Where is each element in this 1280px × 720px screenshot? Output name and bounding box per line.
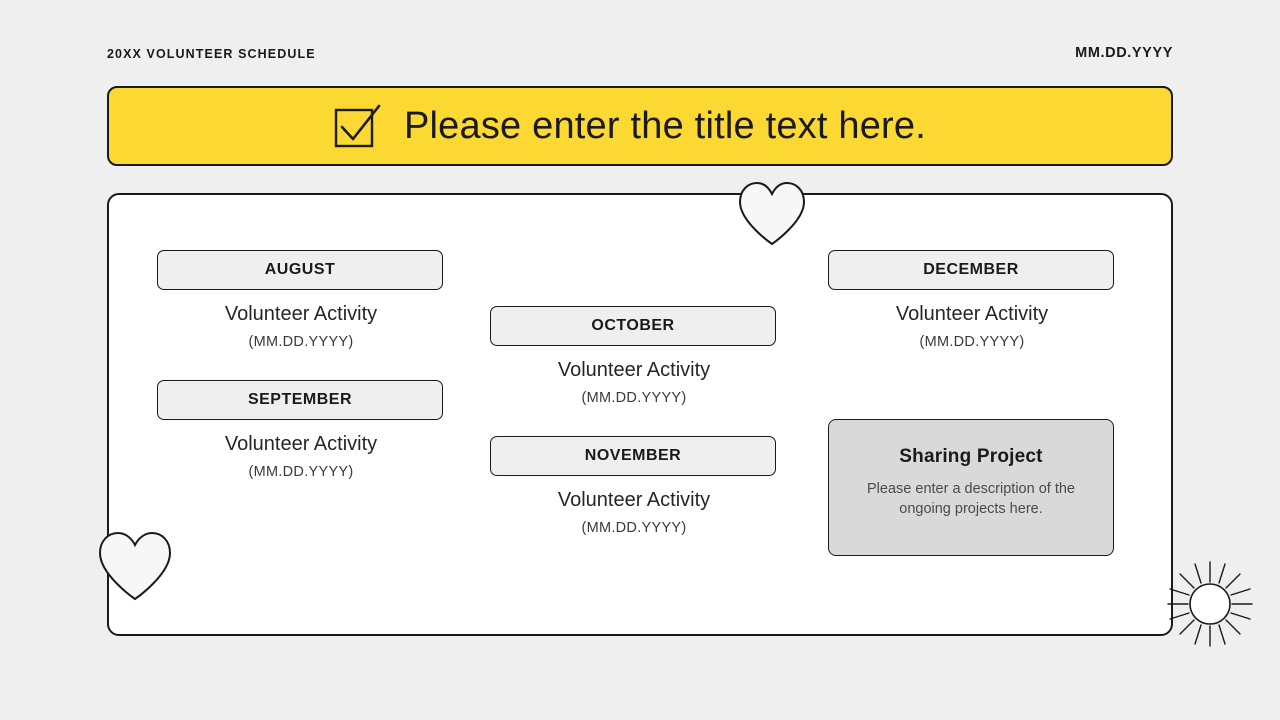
title-inner bbox=[334, 103, 926, 149]
title-text: Please enter the title text here. bbox=[403, 104, 926, 147]
heart-icon-top bbox=[736, 180, 808, 248]
date-october: (MM.DD.YYYY) bbox=[581, 390, 687, 406]
month-chip-november[interactable]: NOVEMBER bbox=[490, 436, 776, 476]
activity-september: Volunteer Activity bbox=[224, 433, 378, 455]
schedule-column-3 bbox=[828, 250, 1116, 350]
sun-icon bbox=[1166, 560, 1254, 648]
sharing-project-title: Sharing Project bbox=[899, 446, 1043, 467]
activity-november: Volunteer Activity bbox=[557, 489, 711, 511]
date-august: (MM.DD.YYYY) bbox=[248, 334, 354, 350]
header-left-label: 20XX VOLUNTEER SCHEDULE bbox=[107, 47, 316, 61]
date-september: (MM.DD.YYYY) bbox=[248, 464, 354, 480]
activity-october: Volunteer Activity bbox=[557, 359, 711, 381]
month-chip-september[interactable]: SEPTEMBER bbox=[157, 380, 443, 420]
month-chip-october[interactable]: OCTOBER bbox=[490, 306, 776, 346]
schedule-column-2 bbox=[490, 306, 778, 536]
schedule-column-1 bbox=[157, 250, 445, 480]
date-december: (MM.DD.YYYY) bbox=[919, 334, 1025, 350]
header-date: MM.DD.YYYY bbox=[1075, 45, 1173, 61]
sharing-project-description: Please enter a description of the ongoing projects here. bbox=[867, 481, 1075, 517]
date-november: (MM.DD.YYYY) bbox=[581, 520, 687, 536]
checkbox-check-icon bbox=[334, 103, 382, 149]
entry-november bbox=[490, 436, 778, 536]
heart-icon-bottom bbox=[95, 530, 175, 602]
month-chip-december[interactable]: DECEMBER bbox=[828, 250, 1114, 290]
title-band[interactable] bbox=[107, 86, 1173, 166]
sharing-project-card[interactable] bbox=[828, 419, 1114, 556]
activity-december: Volunteer Activity bbox=[895, 303, 1049, 325]
schedule-panel bbox=[107, 193, 1173, 636]
activity-august: Volunteer Activity bbox=[224, 303, 378, 325]
month-chip-august[interactable]: AUGUST bbox=[157, 250, 443, 290]
entry-september bbox=[157, 380, 445, 480]
